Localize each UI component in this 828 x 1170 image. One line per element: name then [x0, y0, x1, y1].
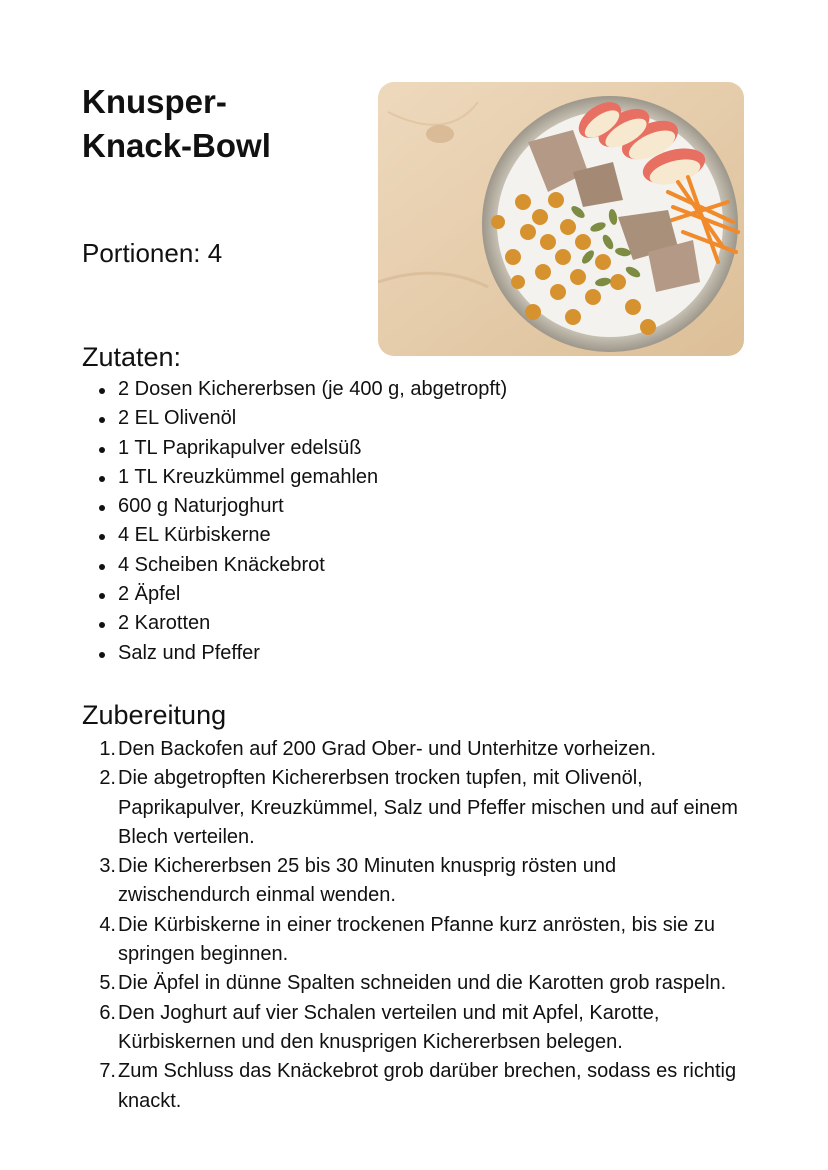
step-item [82, 999, 742, 1058]
step-text: Die Kichererbsen 25 bis 30 Minuten knusprig rösten und zwischendurch einmal wenden. [118, 855, 617, 907]
step-item [82, 735, 742, 764]
step-text: Die abgetropften Kichererbsen trocken tupfen, mit Olivenöl, Paprikapulver, Kreuzkümmel, Salz und Pfeffer mischen und auf einem Blech verteilen. [118, 767, 738, 848]
ingredient-item: 2 EL Olivenöl [82, 404, 742, 433]
step-item [82, 969, 742, 998]
step-item [82, 1057, 742, 1116]
step-number: 2. [99, 767, 116, 790]
ingredient-item: 2 Dosen Kichererbsen (je 400 g, abgetropft) [82, 375, 742, 404]
steps-list [82, 735, 742, 1116]
bowl-illustration [378, 82, 744, 356]
step-text: Den Backofen auf 200 Grad Ober- und Unterhitze vorheizen. [118, 738, 657, 760]
step-text: Zum Schluss das Knäckebrot grob darüber brechen, sodass es richtig knackt. [118, 1060, 737, 1112]
step-number: 1. [99, 738, 116, 760]
ingredient-item: 4 Scheiben Knäckebrot [82, 551, 742, 580]
step-number: 5. [99, 972, 116, 995]
step-text: Den Joghurt auf vier Schalen verteilen und mit Apfel, Karotte, Kürbiskernen und den knusprigen Kichererbsen belegen. [118, 1001, 660, 1053]
recipe-title-line-1: Knusper- [82, 83, 227, 120]
step-item [82, 911, 742, 970]
recipe-photo [378, 82, 744, 356]
recipe-title [82, 80, 362, 168]
step-number: 3. [99, 855, 116, 878]
step-text: Die Äpfel in dünne Spalten schneiden und die Karotten grob raspeln. [118, 972, 727, 995]
step-number: 6. [99, 1001, 116, 1024]
ingredients-heading: Zutaten: [82, 342, 182, 372]
ingredients-list [82, 375, 742, 668]
step-item [82, 764, 742, 852]
steps-heading: Zubereitung [82, 700, 227, 730]
ingredient-item: 600 g Naturjoghurt [82, 492, 742, 521]
ingredient-item: 1 TL Paprikapulver edelsüß [82, 434, 742, 463]
ingredient-item: 1 TL Kreuzkümmel gemahlen [82, 463, 742, 492]
step-item [82, 852, 742, 911]
ingredient-item: Salz und Pfeffer [82, 639, 742, 668]
ingredient-item: 4 EL Kürbiskerne [82, 521, 742, 550]
ingredient-item: 2 Äpfel [82, 580, 742, 609]
step-number: 4. [99, 913, 116, 936]
portions: Portionen: 4 [82, 238, 223, 268]
step-number: 7. [99, 1060, 116, 1083]
recipe-title-line-2: Knack-Bowl [82, 127, 271, 164]
ingredient-item: 2 Karotten [82, 609, 742, 638]
step-text: Die Kürbiskerne in einer trockenen Pfanne kurz anrösten, bis sie zu springen beginnen. [118, 913, 715, 966]
